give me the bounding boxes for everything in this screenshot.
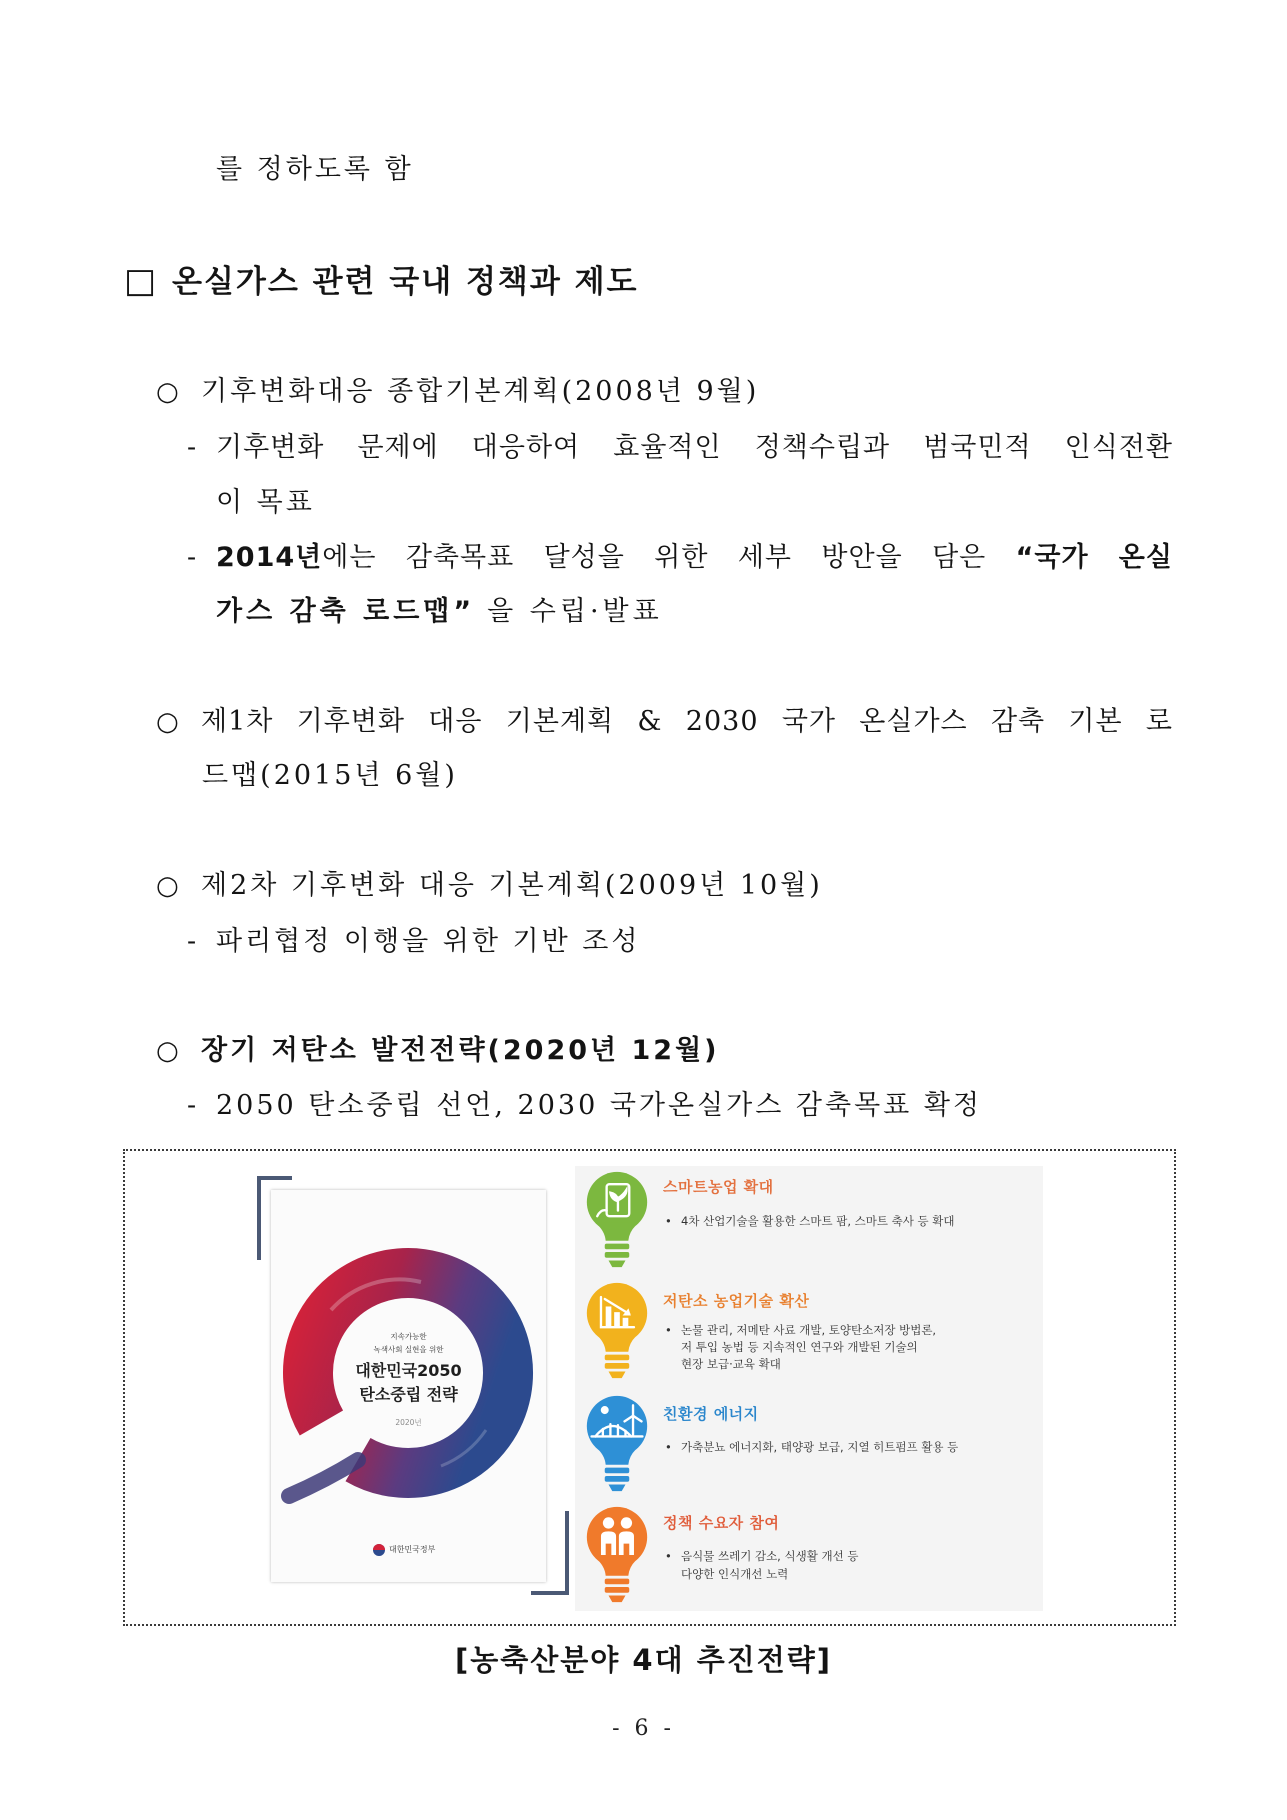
- bullet-line: 저 투입 농법 등 지속적인 연구와 개발된 기술의: [681, 1340, 918, 1354]
- bullet-line: [665, 1547, 858, 1565]
- strategy-title: 친환경 에너지: [663, 1405, 759, 1423]
- circle-bullet-icon: ○: [156, 707, 179, 737]
- strategy-bullet: [665, 1213, 955, 1230]
- policy-detail-text: 기후변화 문제에 대응하여 효율적인 정책수립과 범국민적 인식전환: [216, 432, 1173, 463]
- bulb-body: [587, 1507, 647, 1602]
- policy-detail-continuation: 이 목표: [216, 487, 315, 518]
- intro-line: 를 정하도록 함: [216, 154, 414, 185]
- section-heading-text: 온실가스 관련 국내 정책과 제도: [172, 264, 639, 300]
- square-marker-icon: □: [124, 261, 157, 301]
- people-participation-icon: [584, 1505, 650, 1605]
- bullet-line: [665, 1439, 958, 1456]
- policy-detail-line: [187, 428, 1173, 468]
- strategy-title: 스마트농업 확대: [663, 1178, 774, 1196]
- bold-year-text: 2014년: [216, 542, 323, 573]
- smart-farm-tablet-icon: [584, 1170, 650, 1270]
- policy-detail-text: 에는 감축목표 달성을 위한 세부 방안을 담은: [322, 542, 987, 573]
- dash-marker: -: [187, 542, 197, 573]
- cover-title: 대한민국2050: [355, 1361, 462, 1380]
- strategy-figure: [123, 1149, 1176, 1626]
- circle-bullet-icon: ○: [156, 871, 179, 901]
- bullet-line: [665, 1322, 936, 1339]
- policy-detail-line: [187, 538, 1173, 578]
- bullet-text: 가축분뇨 에너지화, 태양광 보급, 지열 히트펌프 활용 등: [681, 1440, 959, 1454]
- section-heading: [124, 259, 638, 303]
- report-cover-image: [271, 1190, 546, 1582]
- strategy-bullet: [665, 1439, 958, 1456]
- policy-title-text: 기후변화대응 종합기본계획(2008년 9월): [201, 376, 760, 407]
- circle-bullet-icon: ○: [156, 1036, 179, 1066]
- cover-year: 2020년: [395, 1418, 422, 1427]
- frame-bracket-bottom-right: [531, 1591, 569, 1595]
- policy-detail-line: [187, 1086, 982, 1126]
- bullet-dot: •: [665, 1214, 672, 1228]
- bulb-body: [587, 1172, 647, 1267]
- policy-detail-text: 2050 탄소중립 선언, 2030 국가온실가스 감축목표 확정: [216, 1090, 982, 1121]
- policy-detail-continuation: [216, 592, 663, 632]
- emission-chart-icon: [584, 1281, 650, 1381]
- cover-title: 탄소중립 전략: [359, 1385, 458, 1404]
- bullet-line: 다양한 인식개선 노력: [681, 1567, 789, 1581]
- bullet-dot: •: [665, 1549, 672, 1563]
- frame-bracket-top-left: [257, 1176, 261, 1260]
- page-number: - 6 -: [612, 1716, 675, 1741]
- bulb-body: [587, 1283, 647, 1378]
- bullet-dot: •: [665, 1323, 672, 1337]
- strategy-title: 저탄소 농업기술 확산: [663, 1292, 810, 1310]
- cover-subtitle: 녹색사회 실현을 위한: [373, 1345, 444, 1354]
- strategy-title: 정책 수요자 참여: [663, 1514, 780, 1532]
- dash-marker: -: [187, 1090, 197, 1121]
- policy-detail-line: [187, 922, 640, 962]
- figure-caption: [농축산분야 4대 추진전략]: [454, 1643, 833, 1677]
- policy-item-title: [156, 372, 759, 412]
- policy-item-title: [156, 866, 823, 906]
- publisher-logo: 대한민국정부: [389, 1545, 436, 1554]
- circle-bullet-icon: ○: [156, 377, 179, 407]
- bullet-text: 논물 관리, 저메탄 사료 개발, 토양탄소저장 방법론,: [681, 1323, 937, 1337]
- bullet-text: 4차 산업기술을 활용한 스마트 팜, 스마트 축사 등 확대: [681, 1214, 955, 1228]
- frame-bracket-bottom-right: [565, 1511, 569, 1595]
- policy-title-text: 제1차 기후변화 대응 기본계획 & 2030 국가 온실가스 감축 기본 로: [201, 706, 1173, 737]
- policy-title-text: 장기 저탄소 발전전략(2020년 12월): [201, 1035, 720, 1066]
- policy-item-title: [156, 1031, 720, 1071]
- policy-title-text: 제2차 기후변화 대응 기본계획(2009년 10월): [201, 870, 823, 901]
- policy-detail-text: 을 수립·발표: [487, 596, 663, 627]
- policy-title-continuation: 드맵(2015년 6월): [202, 760, 458, 791]
- bold-quote-text: “국가 온실: [1015, 542, 1173, 573]
- dash-marker: -: [187, 926, 197, 957]
- frame-bracket-top-left: [257, 1176, 292, 1180]
- bullet-line: [665, 1213, 955, 1230]
- strategy-bullet: [665, 1322, 936, 1373]
- bullet-text: 음식물 쓰레기 감소, 식생활 개선 등: [681, 1549, 859, 1563]
- policy-detail-text: 파리협정 이행을 위한 기반 조성: [216, 926, 641, 957]
- bulb-body: [587, 1396, 647, 1491]
- bold-quote-text: 가스 감축 로드맵”: [216, 596, 476, 627]
- bullet-line: 현장 보급·교육 확대: [681, 1357, 781, 1371]
- bullet-dot: •: [665, 1440, 672, 1454]
- renewable-energy-icon: [584, 1394, 650, 1494]
- policy-item-title: [156, 702, 1173, 742]
- cover-subtitle: 지속가능한: [390, 1332, 427, 1341]
- strategy-bullet: [665, 1547, 858, 1583]
- dash-marker: -: [187, 432, 197, 463]
